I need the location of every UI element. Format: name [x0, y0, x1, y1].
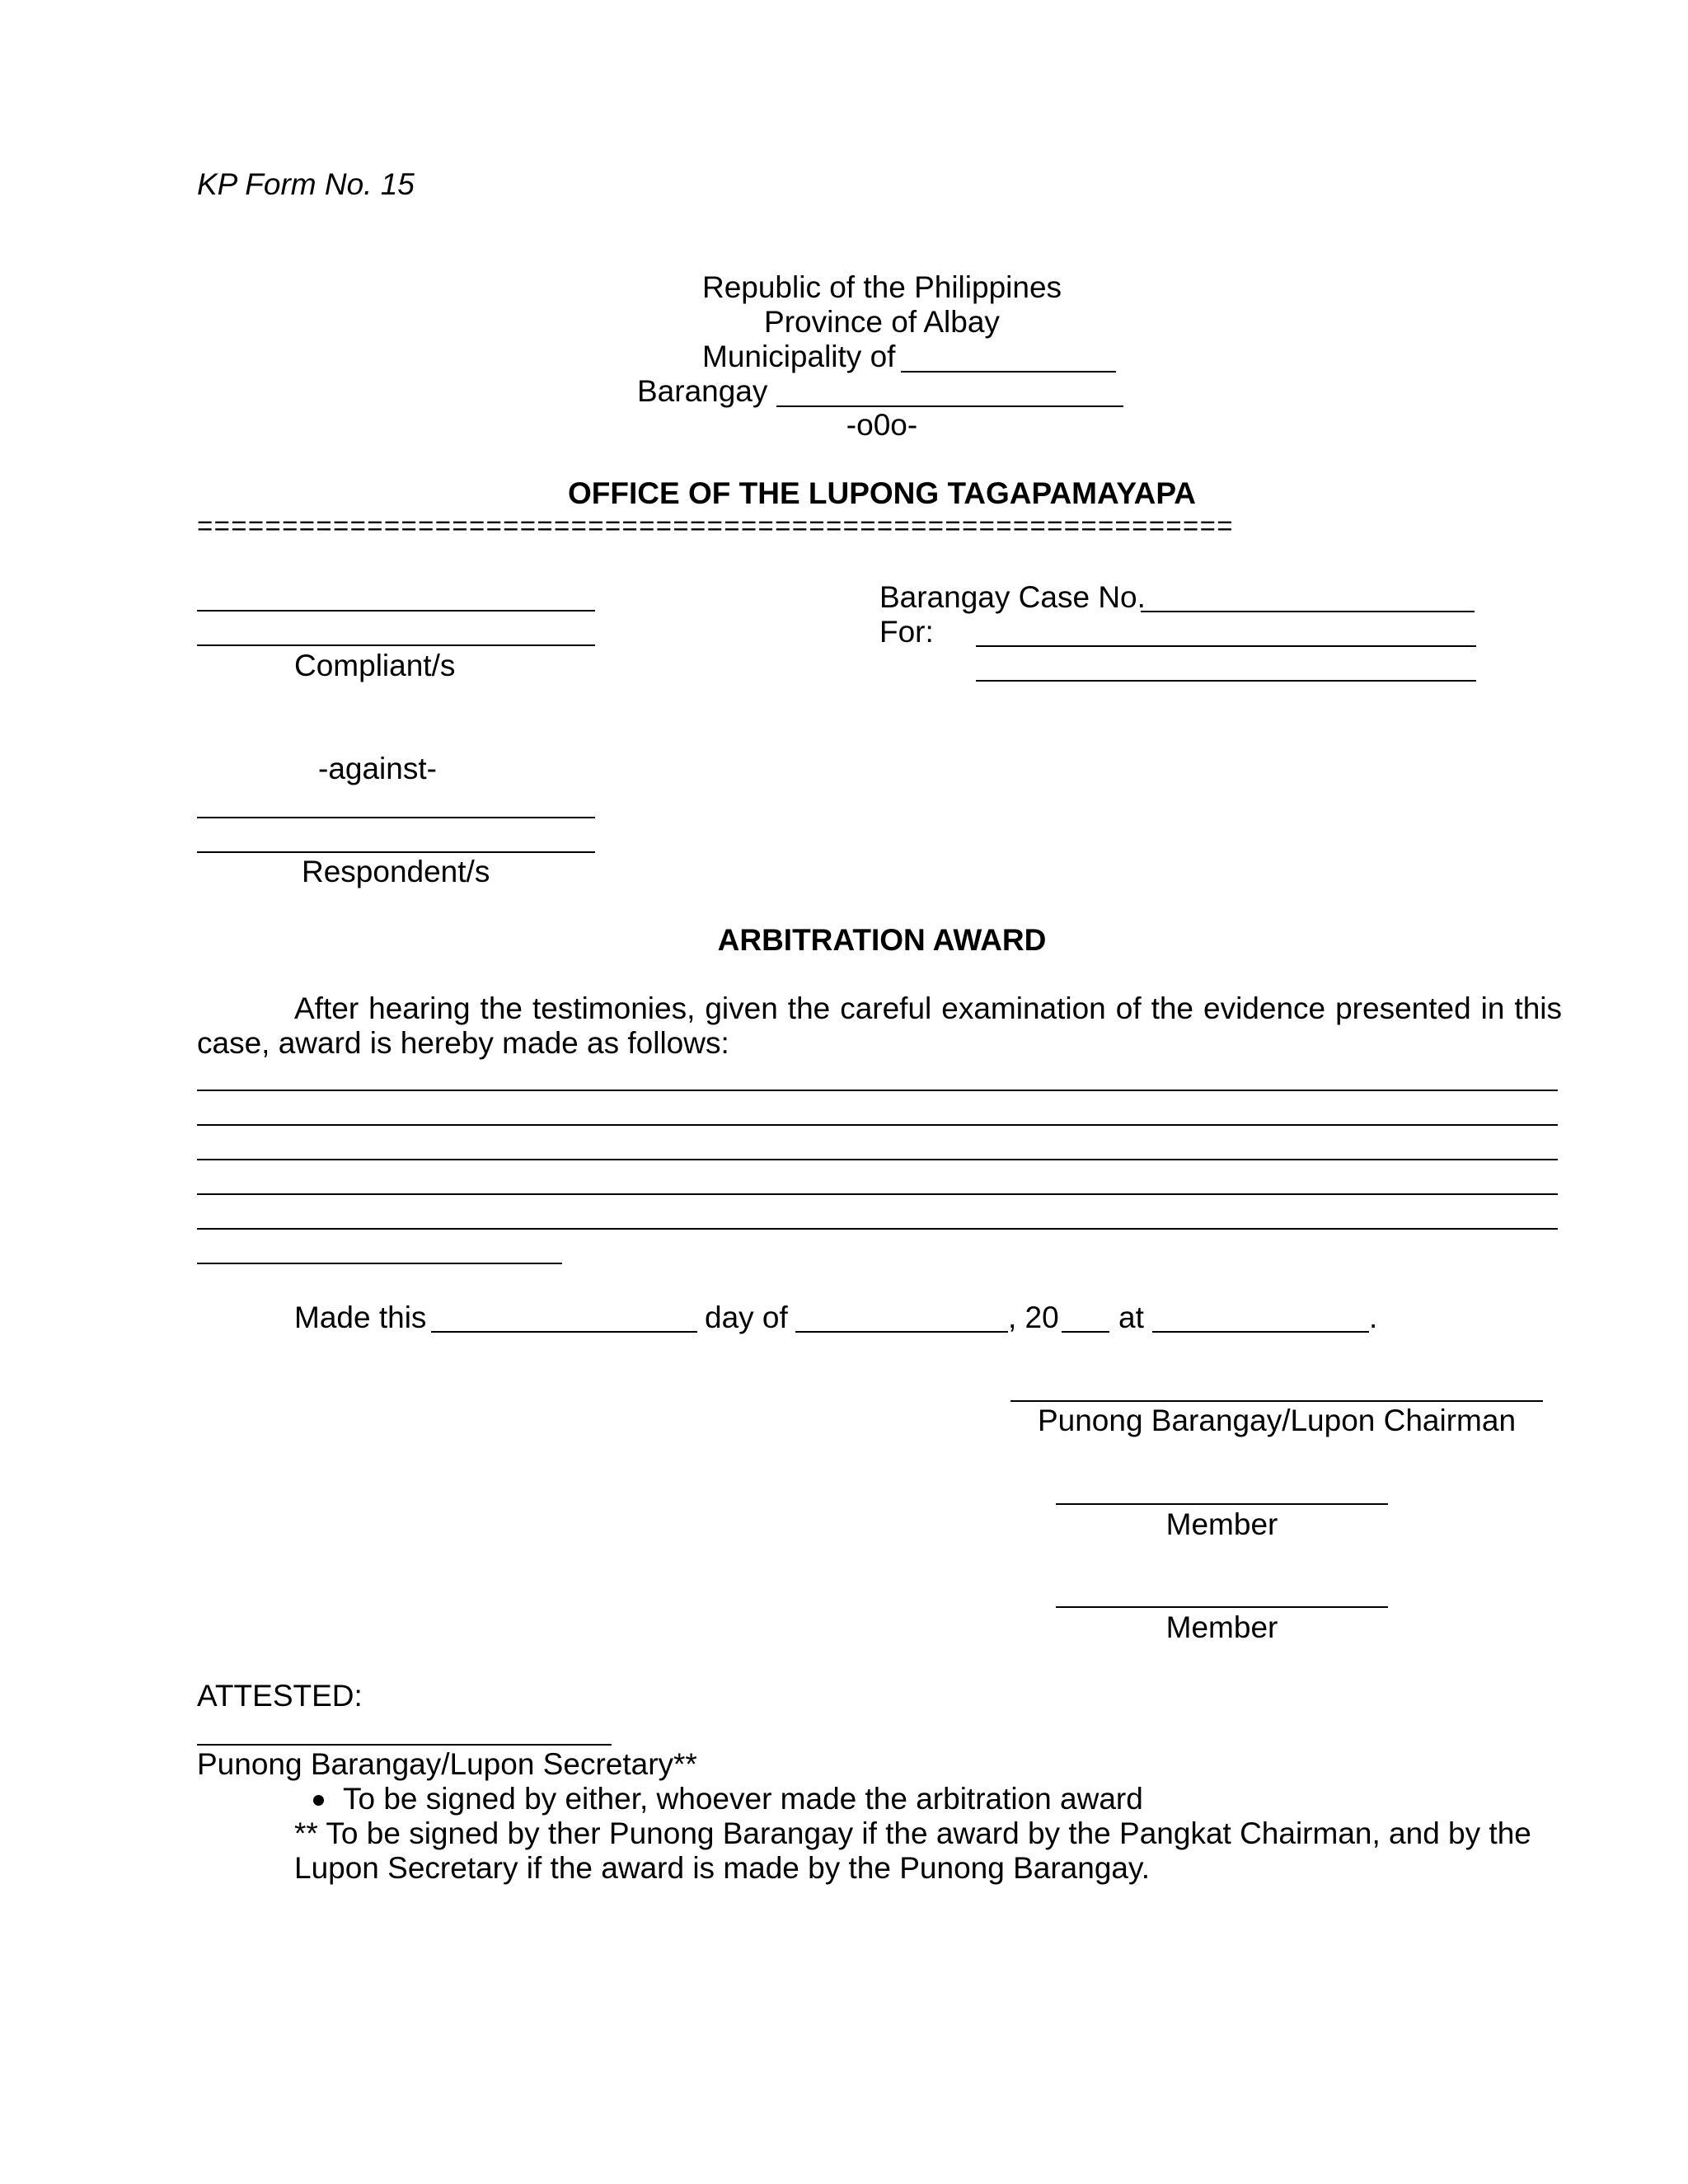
member2-label: Member [1165, 1610, 1278, 1644]
body-line-1: After hearing the testimonies, given the careful examination of the evidence presented in this [294, 991, 1562, 1025]
body-line-2: case, award is hereby made as follows: [197, 1026, 729, 1060]
barangay-blank [776, 405, 1123, 407]
for-blank-1 [976, 645, 1476, 647]
note-line-2: Lupon Secretary if the award is made by the Punong Barangay. [294, 1851, 1151, 1885]
secretary-signature-line [197, 1744, 612, 1746]
award-line-2 [197, 1124, 1558, 1126]
municipality-blank [901, 371, 1116, 373]
month-blank [795, 1331, 1008, 1333]
bullet-dot-icon [313, 1795, 324, 1806]
separator: -o0o- [846, 408, 918, 442]
double-rule: ============================================================= [197, 510, 1234, 541]
day-blank [431, 1331, 697, 1333]
place-blank [1152, 1331, 1369, 1333]
at-label: at [1118, 1301, 1144, 1334]
member1-label: Member [1165, 1507, 1278, 1541]
year-blank [1062, 1331, 1109, 1333]
republic-line: Republic of the Philippines [701, 270, 1062, 304]
province-line: Province of Albay [764, 305, 1000, 339]
complainant-line-1 [197, 610, 595, 612]
respondent-line-1 [197, 817, 595, 818]
award-line-1 [197, 1090, 1558, 1091]
attested-label: ATTESTED: [197, 1679, 363, 1713]
municipality-label: Municipality of [702, 340, 896, 373]
case-no-blank [1141, 611, 1475, 612]
case-no-label: Barangay Case No. [879, 580, 1146, 614]
for-label: For: [879, 615, 934, 649]
for-blank-2 [976, 680, 1476, 682]
secretary-label: Punong Barangay/Lupon Secretary** [197, 1747, 697, 1781]
award-line-6 [197, 1263, 562, 1264]
chairman-signature-line [1010, 1400, 1543, 1402]
year-label: , 20 [1008, 1301, 1059, 1334]
member1-signature-line [1056, 1503, 1388, 1505]
form-number: KP Form No. 15 [197, 167, 415, 201]
award-title: ARBITRATION AWARD [717, 923, 1047, 957]
respondents-label: Respondent/s [302, 855, 490, 888]
made-this-label: Made this [294, 1301, 427, 1334]
award-line-5 [197, 1228, 1558, 1230]
made-this-period: . [1369, 1301, 1378, 1334]
against-label: -against- [318, 752, 437, 785]
day-of-label: day of [705, 1301, 788, 1334]
note-bullet: To be signed by either, whoever made the arbitration award [343, 1782, 1143, 1816]
barangay-label: Barangay [637, 374, 768, 408]
complainants-label: Compliant/s [294, 649, 456, 682]
award-line-3 [197, 1159, 1558, 1160]
note-line-1: ** To be signed by ther Punong Barangay if the award by the Pangkat Chairman, and by the [294, 1816, 1531, 1850]
member2-signature-line [1056, 1606, 1388, 1608]
complainant-line-2 [197, 644, 595, 646]
office-title: OFFICE OF THE LUPONG TAGAPAMAYAPA [568, 476, 1196, 510]
respondent-line-2 [197, 851, 595, 853]
chairman-label: Punong Barangay/Lupon Chairman [1037, 1404, 1517, 1437]
award-line-4 [197, 1193, 1558, 1195]
